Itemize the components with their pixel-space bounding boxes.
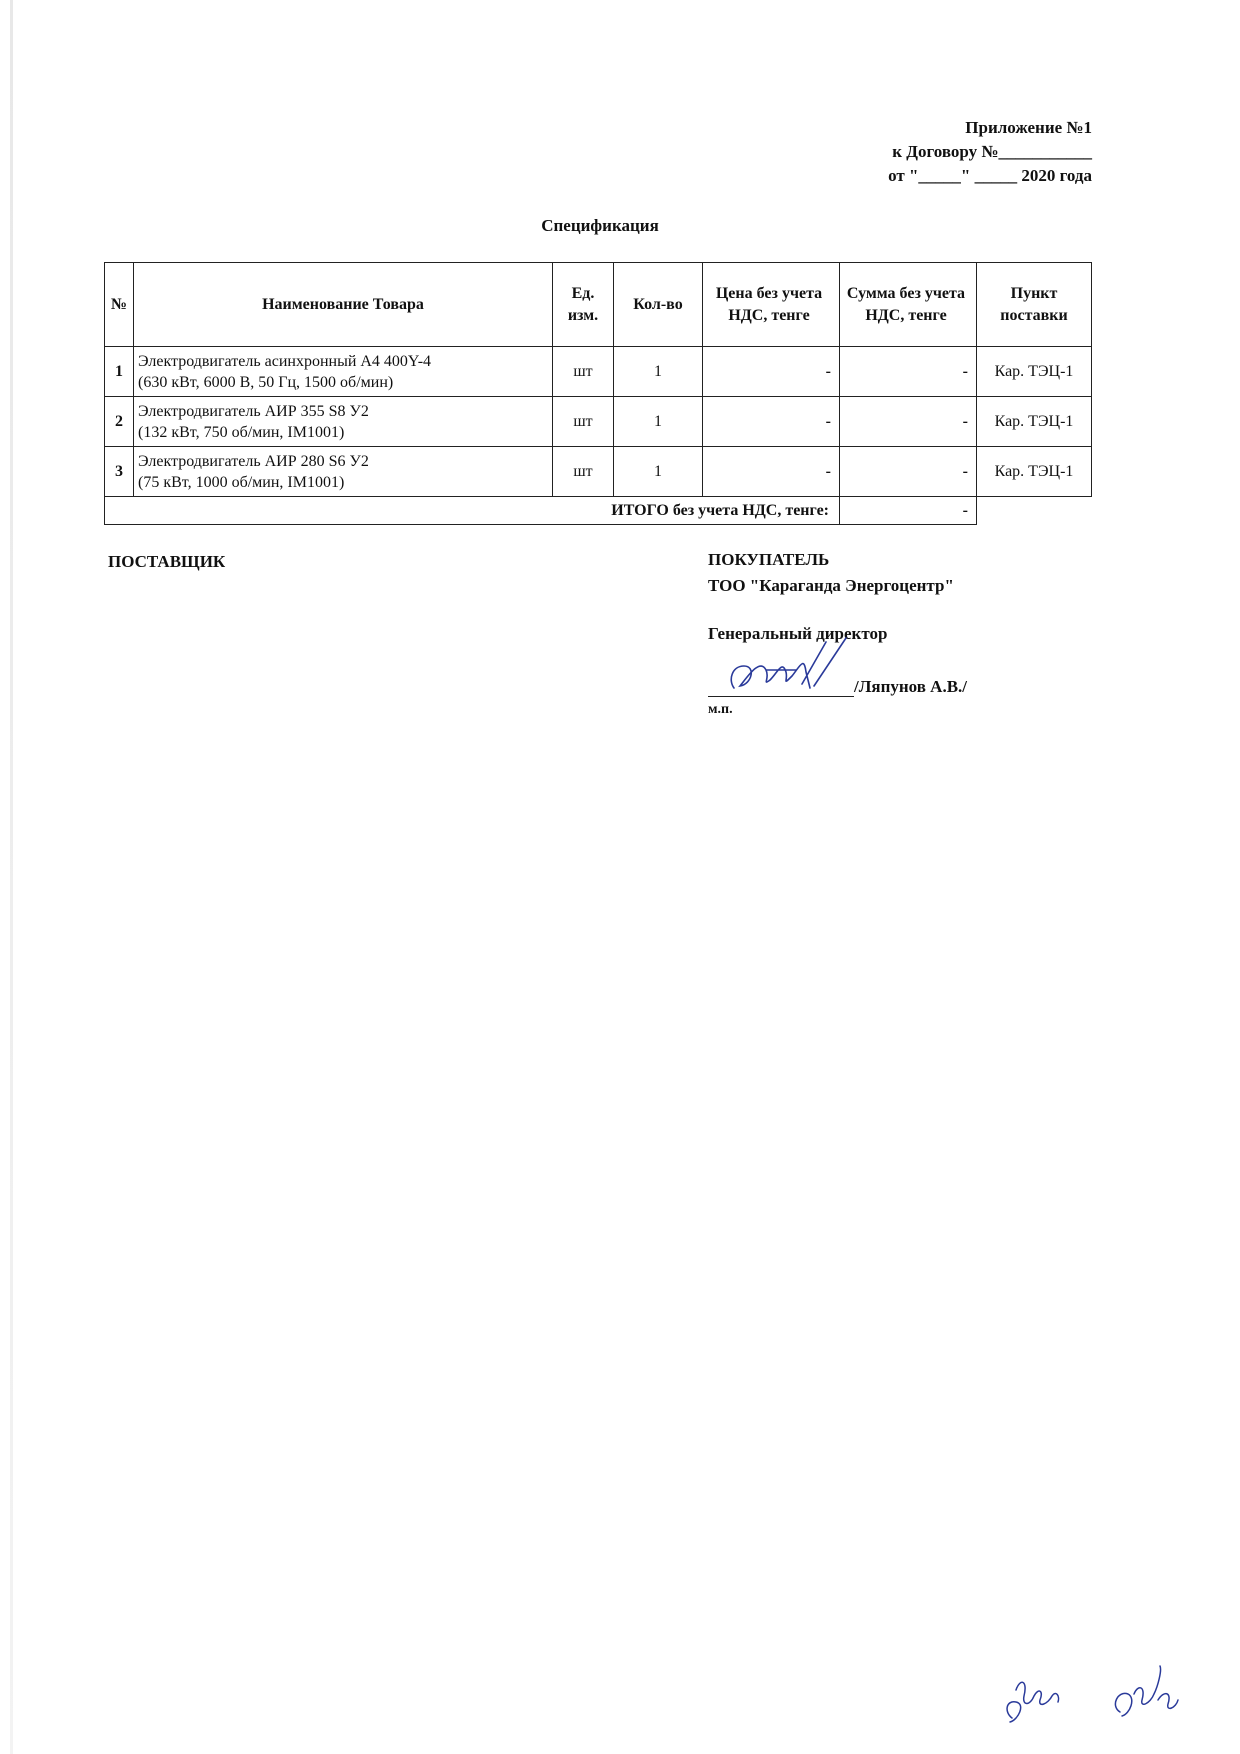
header-point: Пункт поставки [977, 263, 1092, 347]
table-row [105, 347, 1092, 397]
total-label: ИТОГО без учета НДС, тенге: [105, 497, 840, 525]
specification-table [104, 262, 1092, 525]
total-value: - [840, 497, 977, 525]
sum-cell: - [840, 347, 977, 397]
header-unit: Ед. изм. [553, 263, 614, 347]
product-name-line2: (132 кВт, 750 об/мин, IM1001) [138, 423, 345, 441]
header-price: Цена без учета НДС, тенге [703, 263, 840, 347]
sum-cell: - [840, 447, 977, 497]
unit-cell: шт [553, 447, 614, 497]
header-no: № [105, 263, 134, 347]
price-cell: - [703, 347, 840, 397]
price-cell: - [703, 447, 840, 497]
buyer-company: ТОО "Караганда Энергоцентр" [708, 576, 954, 595]
qty-cell: 1 [614, 447, 703, 497]
sum-cell: - [840, 397, 977, 447]
handwritten-signature [726, 636, 856, 698]
row-number: 2 [105, 397, 134, 447]
signatory-name: /Ляпунов А.В./ [854, 677, 968, 696]
price-cell: - [703, 397, 840, 447]
page-initials [1000, 1660, 1200, 1730]
row-number: 1 [105, 347, 134, 397]
qty-cell: 1 [614, 347, 703, 397]
header-qty: Кол-во [614, 263, 703, 347]
table-header-row [105, 263, 1092, 347]
unit-cell: шт [553, 347, 614, 397]
product-name [134, 347, 553, 397]
contract-reference: к Договору №___________ [892, 142, 1092, 161]
buyer-position: Генеральный директор [708, 624, 888, 643]
appendix-label: Приложение №1 [965, 118, 1092, 137]
contract-date: от "_____" _____ 2020 года [888, 166, 1092, 185]
scan-edge [10, 0, 13, 1754]
product-name-line1: Электродвигатель асинхронный А4 400Y-4 [138, 352, 432, 370]
table-row [105, 447, 1092, 497]
product-name [134, 447, 553, 497]
product-name-line1: Электродвигатель АИР 355 S8 У2 [138, 402, 369, 420]
stamp-label: м.п. [708, 702, 733, 717]
supplier-label: ПОСТАВЩИК [108, 552, 226, 571]
header-sum: Сумма без учета НДС, тенге [840, 263, 977, 347]
buyer-label: ПОКУПАТЕЛЬ [708, 550, 830, 569]
qty-cell: 1 [614, 397, 703, 447]
row-number: 3 [105, 447, 134, 497]
document-title: Спецификация [541, 216, 659, 235]
table-row [105, 397, 1092, 447]
unit-cell: шт [553, 397, 614, 447]
total-row [105, 497, 1092, 525]
empty-cell [977, 497, 1092, 525]
delivery-point-cell: Кар. ТЭЦ-1 [977, 397, 1092, 447]
product-name [134, 397, 553, 447]
header-name: Наименование Товара [134, 263, 553, 347]
delivery-point-cell: Кар. ТЭЦ-1 [977, 447, 1092, 497]
delivery-point-cell: Кар. ТЭЦ-1 [977, 347, 1092, 397]
product-name-line1: Электродвигатель АИР 280 S6 У2 [138, 452, 369, 470]
product-name-line2: (630 кВт, 6000 В, 50 Гц, 1500 об/мин) [138, 373, 394, 391]
product-name-line2: (75 кВт, 1000 об/мин, IM1001) [138, 473, 345, 491]
